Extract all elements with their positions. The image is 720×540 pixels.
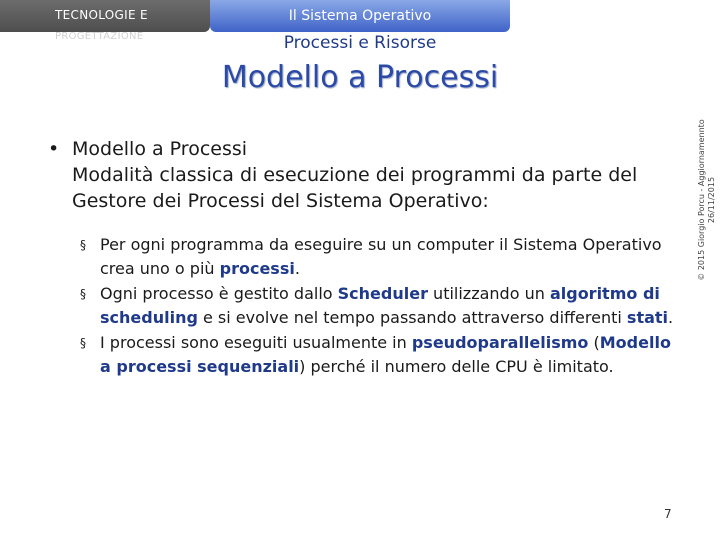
sub-bullet-1-text: Per ogni programma da eseguire su un computer il Sistema Operativo crea uno o più <box>100 235 662 278</box>
sub-bullet-3 <box>80 331 676 379</box>
copyright-note <box>697 119 719 281</box>
sub-bullet-2-end: . <box>668 308 674 327</box>
sub-bullet-marker: § <box>80 238 86 252</box>
sub-bullet-3-end: ) perché il numero delle CPU è limitato. <box>299 357 614 376</box>
sub-bullet-2-text-a: Ogni processo è gestito dallo <box>100 284 338 303</box>
header-topic-tab <box>210 0 510 32</box>
sub-bullet-1-end: . <box>294 259 300 278</box>
sub-bullet-2-text-c: e si evolve nel tempo passando attraverso differenti <box>197 308 627 327</box>
term-processi: processi <box>219 259 295 278</box>
main-bullet-description: Modalità classica di esecuzione dei programmi da parte del Gestore dei Processi del Sistema Operativo: <box>72 164 638 212</box>
header-course-tab <box>0 0 210 32</box>
sub-bullet-marker: § <box>80 287 86 301</box>
sub-bullet-3-text-a: I processi sono eseguiti usualmente in <box>100 333 412 352</box>
term-scheduler: Scheduler <box>337 284 428 303</box>
main-bullet-heading: Modello a Processi <box>72 138 248 160</box>
sub-bullet-list <box>80 233 676 380</box>
copyright-line2: 26/11/2015 <box>707 176 716 224</box>
term-algoritmo-scheduling: algoritmo di scheduling <box>100 284 660 327</box>
sub-bullet-3-text-b: ( <box>588 333 600 352</box>
sub-bullet-2 <box>80 282 676 330</box>
term-pseudoparallelismo: pseudoparallelismo <box>411 333 589 352</box>
course-label-line1: TECNOLOGIE E <box>55 8 148 22</box>
bullet-dot: • <box>48 138 60 160</box>
main-bullet <box>48 136 678 214</box>
topic-label: Il Sistema Operativo <box>288 8 432 24</box>
sub-bullet-marker: § <box>80 336 86 350</box>
term-modello-sequenziali: Modello a processi sequenziali <box>100 333 671 376</box>
term-stati: stati <box>626 308 669 327</box>
slide-title: Modello a Processi <box>221 60 499 95</box>
copyright-line1: © 2015 Giorgio Porcu - Aggiornamennto <box>697 119 706 281</box>
course-label-line2: PROGETTAZIONE <box>55 31 144 42</box>
page-number: 7 <box>664 507 672 521</box>
section-subtitle: Processi e Risorse <box>283 33 437 53</box>
sub-bullet-2-text-b: utilizzando un <box>427 284 550 303</box>
sub-bullet-1 <box>80 233 676 281</box>
